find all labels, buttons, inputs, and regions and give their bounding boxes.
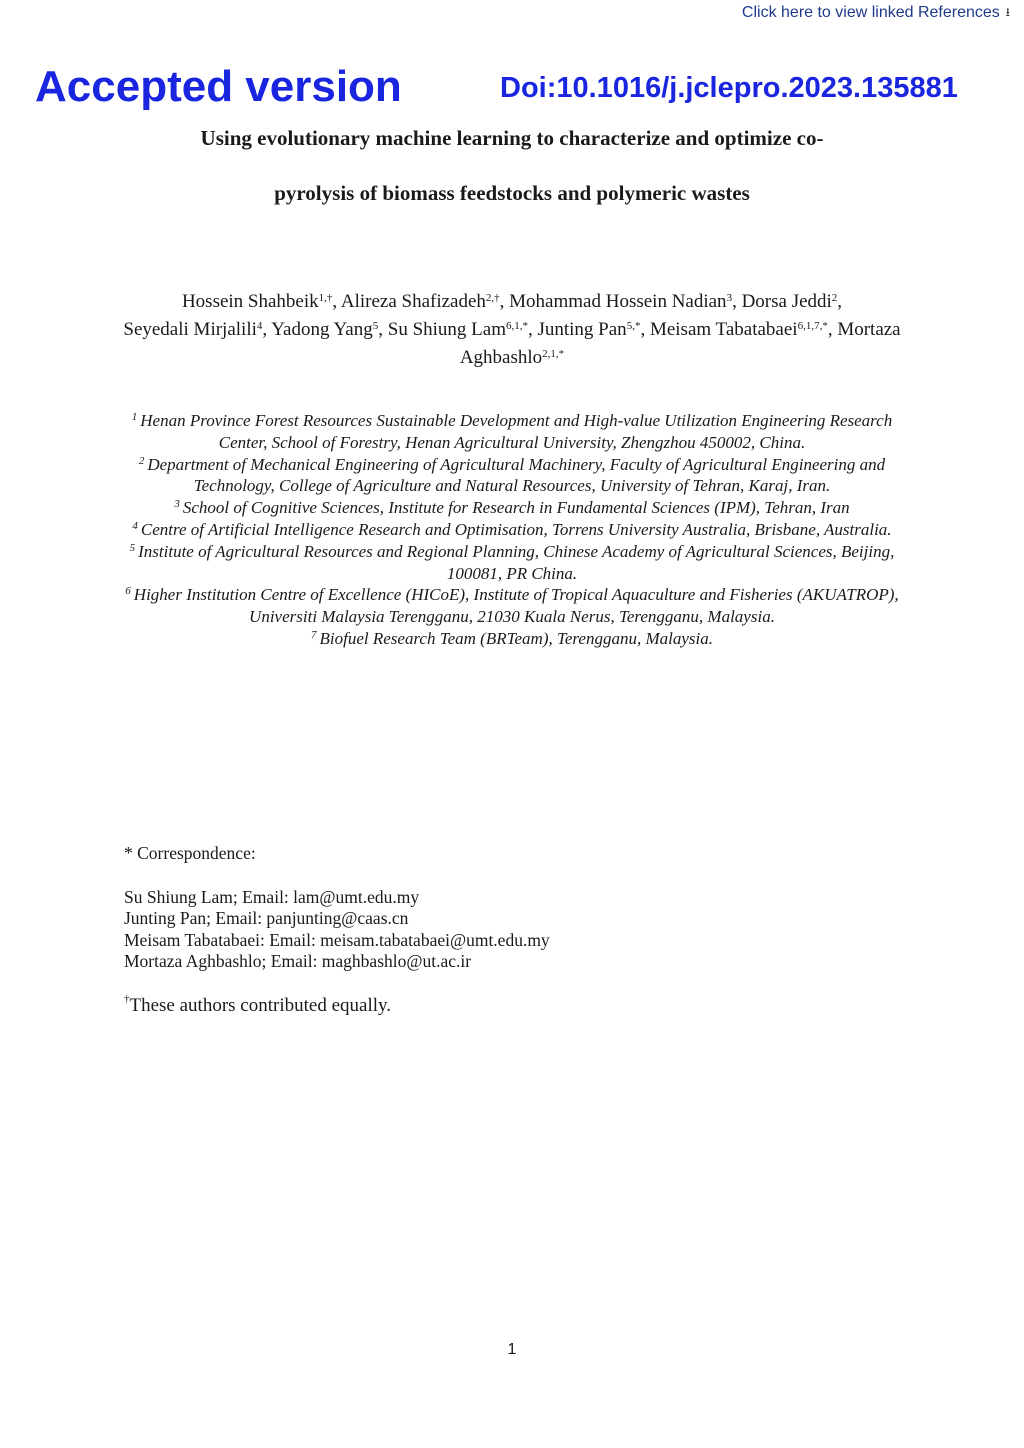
correspondence-block [124,843,550,973]
doi-label: Doi:10.1016/j.jclepro.2023.135881 [500,72,958,104]
affiliation: $^4$ Centre of Artificial Intelligence Research and Optimisation, Torrens University Australia, Brisbane, Australia. [132,519,892,539]
affiliation: $^1$ Henan Province Forest Resources Sustainable Development and High-value Utilization Engineering Research Center, School of Forestry, Henan Agricultural University, Zhengzhou 450002, China. [131,411,893,452]
affiliation: $^3$ School of Cognitive Sciences, Institute for Research in Fundamental Sciences (IPM), Tehran, Iran [174,498,850,518]
author: Hossein Shahbeik$^{1,\dagger}$, [181,291,341,312]
dagger-mark: † [124,993,130,1005]
author: Meisam Tabatabaei$^{6,1,7,*}$, [649,319,838,340]
author: Mohammad Hossein Nadian$^3$, [509,291,742,312]
accepted-version-banner: Accepted version [35,62,402,111]
author: Seyedali Mirjalili$^4$, [123,319,272,340]
affiliation: $^7$ Biofuel Research Team (BRTeam), Terengganu, Malaysia. [311,628,713,648]
author: Su Shiung Lam$^{6,1,*}$, [387,319,538,340]
equal-contribution-note [124,995,391,1017]
correspondence-line: Mortaza Aghbashlo; Email: maghbashlo@ut.ac.ir [124,951,472,972]
author-list [120,288,904,372]
author: Yadong Yang$^5$, [271,319,388,340]
correspondence-line: Meisam Tabatabaei: Email: meisam.tabatabaei@umt.edu.my [124,929,550,950]
linked-references-link[interactable] [742,4,1010,25]
author: Dorsa Jeddi$^2$, [741,291,843,312]
affiliation: $^5$ Institute of Agricultural Resources and Regional Planning, Chinese Academy of Agricultural Sciences, Beijing, 100081, PR China. [129,541,895,583]
linked-references-label: Click here to view linked References [741,4,1000,21]
download-icon: ⭳ [1005,5,1010,19]
correspondence-heading: * Correspondence: [124,843,256,863]
paper-title-line-2: pyrolysis of biomass feedstocks and polymeric wastes [274,181,750,205]
author: Junting Pan$^{5,*}$, [537,319,650,340]
affiliation-list [110,410,914,650]
affiliation: $^6$ Higher Institution Centre of Excellence (HICoE), Institute of Tropical Aquaculture and Fisheries (AKUATROP), Universiti Malaysia Terengganu, 21030 Kuala Nerus, Terengganu, Malaysia. [125,585,899,627]
equal-contribution-text: These authors contributed equally. [129,995,392,1016]
page-number: 1 [507,1341,517,1358]
author: Alireza Shafizadeh$^{2,\dagger}$, [340,291,510,312]
correspondence-line: Junting Pan; Email: panjunting@caas.cn [124,908,409,929]
correspondence-line: Su Shiung Lam; Email: lam@umt.edu.my [124,886,420,907]
affiliation: $^2$ Department of Mechanical Engineering of Agricultural Machinery, Faculty of Agricultural Engineering and Technology, College of Agriculture and Natural Resources, University of Tehran, Karaj, Iran. [138,454,886,496]
author: Mortaza Aghbashlo$^{2,1,*}$ [459,319,901,368]
paper-title-line-1: Using evolutionary machine learning to characterize and optimize co- [200,126,824,150]
